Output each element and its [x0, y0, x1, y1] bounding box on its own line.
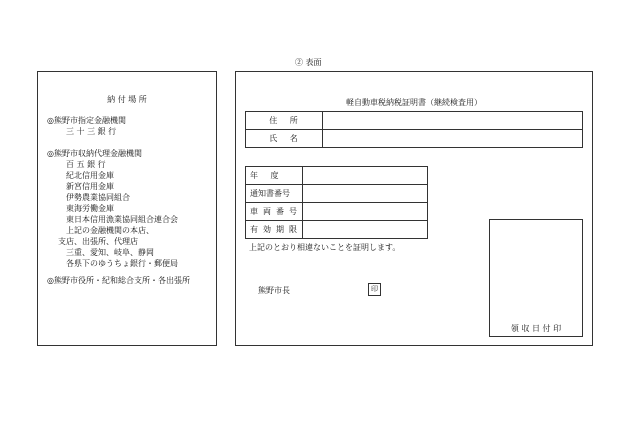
table-row [246, 203, 428, 221]
fiscal-year-label: 年 度 [246, 167, 303, 185]
receipt-date-stamp-box [489, 219, 583, 337]
receipt-stamp-label: 領 収 日 付 印 [510, 324, 562, 333]
name-label: 氏 名 [246, 130, 323, 148]
expiry-label: 有効期限 [246, 221, 303, 239]
vehicle-number-field[interactable] [303, 203, 428, 221]
fiscal-year-field[interactable] [303, 167, 428, 185]
owner-table [245, 111, 583, 148]
list-item: 東日本信用漁業協同組合連合会 [66, 215, 178, 224]
list-item: 紀北信用金庫 [66, 171, 114, 180]
address-label: 住 所 [246, 112, 323, 130]
address-field[interactable] [323, 112, 583, 130]
certificate-title: 軽自動車税納税証明書（継続検査用） [346, 98, 482, 107]
certification-statement: 上記のとおり相違ないことを証明します。 [249, 243, 401, 252]
list-item: 各県下のゆうちょ銀行・郵便局 [66, 259, 178, 268]
table-row [246, 167, 428, 185]
section-title-designated: ◎熊野市指定金融機関 [47, 116, 126, 125]
list-item: 新宮信用金庫 [66, 182, 114, 191]
vehicle-number-label: 車両番号 [246, 203, 303, 221]
list-item: 東海労働金庫 [66, 204, 114, 213]
table-row [246, 112, 583, 130]
table-row [246, 130, 583, 148]
list-item: 三 十 三 銀 行 [66, 127, 117, 136]
vehicle-details-table [245, 166, 428, 239]
page-side-label: ② 表面 [295, 58, 322, 67]
section-title-city-offices: ◎熊野市役所・紀和総合支所・各出張所 [47, 276, 190, 285]
list-item: 伊勢農業協同組合 [66, 193, 130, 202]
list-item: 三重、愛知、岐阜、静岡 [66, 248, 154, 257]
notice-number-field[interactable] [303, 185, 428, 203]
notice-number-label: 通知書番号 [246, 185, 303, 203]
list-item: 上記の金融機関の本店、 [66, 226, 154, 235]
table-row [246, 221, 428, 239]
seal-mark: 印 [368, 283, 381, 296]
list-item: 百 五 銀 行 [66, 160, 106, 169]
issuer-name: 熊野市長 [258, 286, 290, 295]
name-field[interactable] [323, 130, 583, 148]
section-title-agents: ◎熊野市収納代理金融機関 [47, 149, 142, 158]
expiry-field[interactable] [303, 221, 428, 239]
payment-locations-panel [37, 71, 217, 346]
payment-locations-heading: 納 付 場 所 [107, 95, 147, 104]
table-row [246, 185, 428, 203]
list-item: 支店、出張所、代理店 [58, 237, 138, 246]
